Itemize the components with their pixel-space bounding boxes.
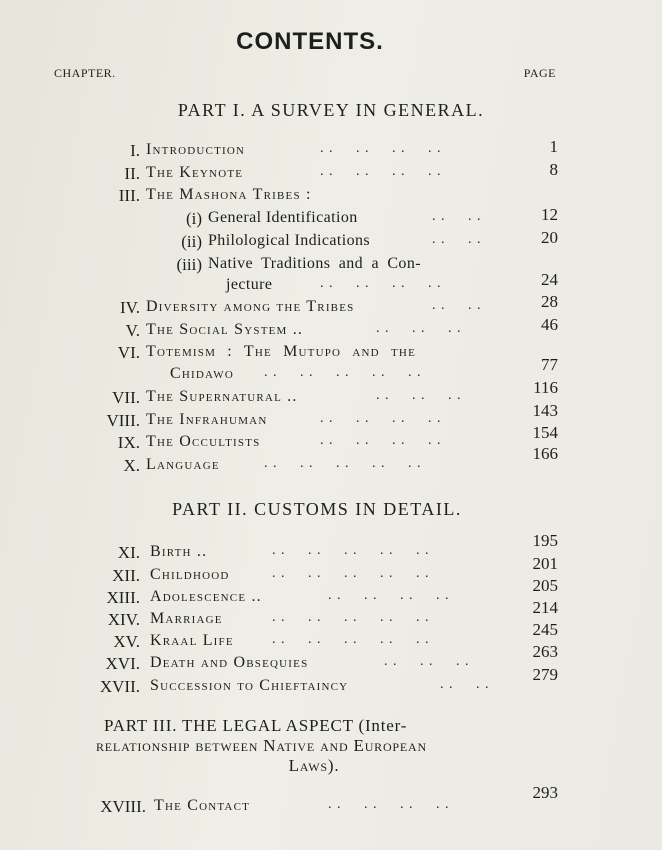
page-number: 143	[532, 401, 558, 420]
chapter-number: II.	[124, 164, 140, 183]
dot-leader: . . . . . . . . . .	[272, 566, 430, 581]
section-number: (ii)	[181, 232, 202, 251]
toc-entry	[0, 423, 662, 457]
chapter-title: The Keynote	[146, 164, 244, 181]
toc-subentry-continuation	[0, 270, 662, 300]
page-number: 116	[533, 378, 558, 397]
page-number: 28	[541, 292, 558, 311]
chapter-title: Introduction	[146, 141, 246, 158]
chapter-number: V.	[125, 321, 140, 340]
dot-leader: . . . . . . . .	[320, 433, 442, 448]
toc-entry	[0, 642, 662, 678]
chapter-number: VII.	[112, 388, 140, 407]
section-title: Philological Indications	[208, 232, 371, 249]
chapter-title: The Supernatural ..	[146, 388, 298, 405]
part-three-heading-line2: relationship between Native and European	[96, 736, 427, 755]
chapter-title-continued: Chidawo	[170, 365, 235, 382]
page-number: 205	[532, 576, 558, 595]
dot-leader: . . . . . . . .	[320, 411, 442, 426]
toc-entry	[0, 343, 662, 367]
part-three-heading-line3: Laws).	[288, 756, 340, 775]
dot-leader: . . . . . . . . . .	[264, 456, 422, 471]
dot-leader: . . . . . .	[376, 388, 462, 403]
dot-leader: . . . .	[432, 209, 482, 224]
toc-entry	[0, 160, 662, 188]
toc-entry-continuation	[0, 355, 662, 389]
dot-leader: . . . .	[432, 232, 482, 247]
toc-entry	[0, 783, 662, 821]
chapter-number: VIII.	[106, 411, 140, 430]
page-number: 1	[549, 137, 558, 156]
page-number: 195	[532, 531, 558, 550]
dot-leader: . . . . . . . . . .	[272, 632, 430, 647]
page-number: 201	[532, 554, 558, 573]
dot-leader: . . . . . . . .	[320, 141, 442, 156]
chapter-title: Adolescence ..	[150, 588, 262, 605]
chapter-number: XIII.	[106, 588, 140, 607]
section-title: Native Traditions and a Con-	[208, 255, 421, 272]
chapter-number: VI.	[117, 343, 140, 362]
dot-leader: . . . . . . . .	[320, 276, 442, 291]
page-number: 245	[532, 620, 558, 639]
toc-entry	[0, 620, 662, 656]
chapter-title: Birth ..	[150, 543, 208, 560]
chapter-title: Childhood	[150, 566, 230, 583]
toc-subentry	[0, 205, 662, 233]
page-column-heading: PAGE	[523, 66, 556, 80]
dot-leader: . . . .	[432, 298, 482, 313]
chapter-title: Diversity among the Tribes	[146, 298, 355, 315]
section-number: (iii)	[176, 255, 202, 274]
toc-entry	[0, 292, 662, 322]
toc-entry	[0, 554, 662, 590]
chapter-column-heading: CHAPTER.	[54, 66, 116, 80]
dot-leader: . . . . . . . . . .	[264, 365, 422, 380]
toc-entry	[0, 315, 662, 345]
page-number: 279	[532, 665, 558, 684]
page-number: 77	[541, 355, 558, 374]
toc-subentry	[0, 228, 662, 256]
dot-leader: . . . . . . . . . .	[272, 543, 430, 558]
chapter-title: The Infrahuman	[146, 411, 268, 428]
dot-leader: . . . . . . . .	[320, 164, 442, 179]
page-number: 263	[532, 642, 558, 661]
dot-leader: . . . . . . . . . .	[272, 610, 430, 625]
chapter-title: The Occultists	[146, 433, 261, 450]
chapter-title: Totemism : The Mutupo and the	[146, 343, 416, 360]
chapter-number: XIV.	[107, 610, 140, 629]
toc-entry	[0, 444, 662, 480]
chapter-title: The Contact	[154, 797, 251, 814]
page-number: 20	[541, 228, 558, 247]
chapter-number: XI.	[117, 543, 140, 562]
chapter-title: The Social System ..	[146, 321, 304, 338]
dot-leader: . . . .	[440, 677, 490, 692]
toc-entry	[0, 401, 662, 435]
chapter-title: Kraal Life	[150, 632, 234, 649]
page-number: 46	[541, 315, 558, 334]
toc-entry	[0, 531, 662, 567]
dot-leader: . . . . . . . .	[328, 797, 450, 812]
chapter-number: IX.	[117, 433, 140, 452]
chapter-title: Death and Obsequies	[150, 654, 309, 671]
part-two-heading: PART II. CUSTOMS IN DETAIL.	[172, 499, 462, 519]
toc-entry	[0, 378, 662, 412]
chapter-number: I.	[130, 141, 140, 160]
dot-leader: . . . . . .	[376, 321, 462, 336]
part-three-heading	[96, 716, 524, 776]
chapter-number: XII.	[112, 566, 140, 585]
chapter-title: Marriage	[150, 610, 223, 627]
page-title: CONTENTS.	[236, 28, 384, 55]
chapter-number: XVII.	[99, 677, 140, 696]
toc-entry	[0, 665, 662, 701]
section-number: (i)	[185, 209, 202, 228]
chapter-title: The Mashona Tribes :	[146, 186, 312, 203]
toc-entry	[0, 137, 662, 165]
chapter-number: IV.	[120, 298, 140, 317]
page-number: 293	[532, 783, 558, 802]
chapter-title: Succession to Chieftaincy	[150, 677, 349, 694]
chapter-number: XVI.	[105, 654, 140, 673]
chapter-number: XVIII.	[100, 797, 146, 816]
toc-entry	[0, 598, 662, 634]
toc-entry	[0, 186, 662, 210]
dot-leader: . . . . . .	[384, 654, 470, 669]
chapter-title: Language	[146, 456, 220, 473]
page-number: 24	[541, 270, 558, 289]
part-one-heading: PART I. A SURVEY IN GENERAL.	[177, 100, 485, 120]
page-number: 12	[541, 205, 558, 224]
page-number: 154	[532, 423, 558, 442]
dot-leader: . . . . . . . .	[328, 588, 450, 603]
chapter-number: XV.	[113, 632, 140, 651]
toc-entry	[0, 576, 662, 612]
part-three-heading-line1: PART III. THE LEGAL ASPECT (Inter-	[104, 716, 408, 735]
section-title: General Identification	[208, 209, 358, 226]
page-number: 166	[532, 444, 558, 463]
page-number: 214	[532, 598, 558, 617]
chapter-number: III.	[118, 186, 140, 205]
page-number: 8	[549, 160, 558, 179]
chapter-number: X.	[123, 456, 140, 475]
section-title-continued: jecture	[226, 276, 273, 293]
